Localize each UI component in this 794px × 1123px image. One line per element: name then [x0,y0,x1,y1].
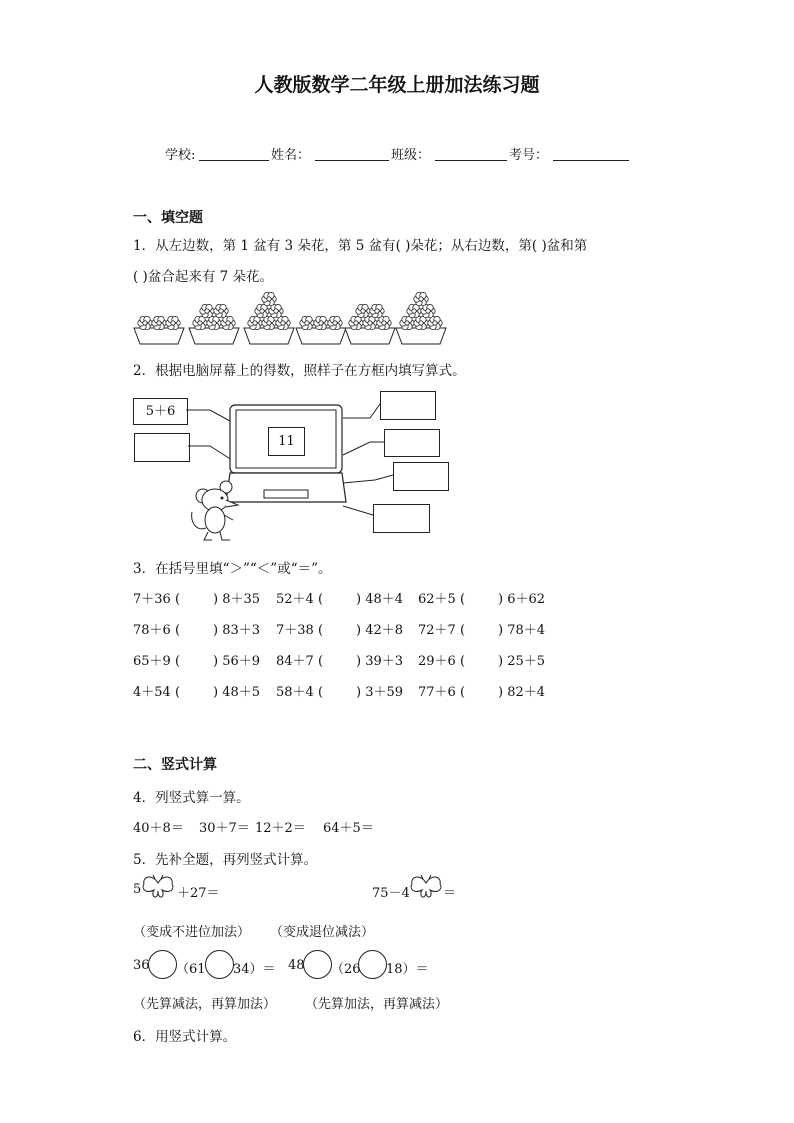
compare-left: 7＋36 ( [133,592,181,607]
compare-right: ) 25＋5 [498,654,546,669]
section-1-heading: 一、填空题 [133,210,203,226]
q5d-part-1: 48 [288,958,305,973]
q5b-suffix: ＝ [443,886,457,901]
compare-right: ) 83＋3 [213,623,261,638]
screen-result-box: 11 [268,427,305,456]
compare-right: ) 39＋3 [356,654,404,669]
compare-left: 62＋5 ( [418,592,466,607]
q5a-suffix: ＋27＝ [177,886,220,901]
compare-right: ) 48＋4 [356,592,404,607]
q5d-part-3: 18）＝ [386,962,429,977]
compare-left: 7＋38 ( [276,623,324,638]
circle-blank[interactable] [303,950,332,979]
circle-blank[interactable] [148,950,177,979]
circle-blank[interactable] [205,950,234,979]
compare-right: ) 42＋8 [356,623,404,638]
compare-left: 29＋6 ( [418,654,466,669]
question-2: 2．根据电脑屏幕上的得数，照样子在方框内填写算式。 [133,363,466,379]
note-4: （先算加法，再算减法） [305,997,449,1012]
compare-left: 84＋7 ( [276,654,324,669]
question-3: 3．在括号里填“＞”“＜”或“＝”。 [133,561,332,577]
question-6: 6．用竖式计算。 [133,1029,237,1045]
q4-item-1: 40＋8＝ [133,821,184,836]
note-2: （变成退位减法） [270,925,375,940]
question-1-line-1: 1．从左边数，第 1 盆有 3 朵花，第 5 盆有( )朵花；从右边数，第( )盆和第 [133,238,588,254]
compare-right: ) 56＋9 [213,654,261,669]
compare-left: 58＋4 ( [276,685,324,700]
name-label: 姓名： [271,148,311,163]
circle-blank[interactable] [358,950,387,979]
section-2-heading: 二、竖式计算 [133,757,217,773]
note-1: （变成不进位加法） [133,925,251,940]
compare-right: ) 82＋4 [498,685,546,700]
compare-right: ) 8＋35 [213,592,261,607]
butterfly-blank-icon[interactable] [140,875,176,903]
school-label: 学校: [165,148,196,163]
compare-right: ) 6＋62 [498,592,546,607]
butterfly-blank-icon[interactable] [408,875,444,903]
class-label: 班级： [391,148,431,163]
compare-left: 72＋7 ( [418,623,466,638]
compare-right: ) 3＋59 [356,685,404,700]
q5d-part-2: （26 [331,962,361,977]
compare-left: 65＋9 ( [133,654,181,669]
compare-left: 78＋6 ( [133,623,181,638]
q4-item-2: 30＋7＝ [199,821,250,836]
q5c-part-2: （61 [176,962,206,977]
question-1-line-2: ( )盆合起来有 7 朵花。 [133,269,273,285]
laptop-diagram [0,0,794,560]
question-4: 4．列竖式算一算。 [133,790,250,806]
sample-answer-box: 5＋6 [133,398,188,425]
page-title: 人教版数学二年级上册加法练习题 [254,74,540,96]
question-5: 5．先补全题，再列竖式计算。 [133,852,318,868]
compare-left: 77＋6 ( [418,685,466,700]
note-3: （先算减法，再算加法） [133,997,277,1012]
q5a-prefix: 5 [133,882,142,897]
exam-no-label: 考号： [509,148,549,163]
q5c-part-1: 36 [133,958,150,973]
compare-left: 4＋54 ( [133,685,181,700]
q4-item-3: 12＋2＝ [255,821,306,836]
q5c-part-3: 34）＝ [233,962,276,977]
compare-right: ) 48＋5 [213,685,261,700]
q5b-prefix: 75－4 [372,886,410,901]
compare-right: ) 78＋4 [498,623,546,638]
q4-item-4: 64＋5＝ [323,821,374,836]
compare-left: 52＋4 ( [276,592,324,607]
